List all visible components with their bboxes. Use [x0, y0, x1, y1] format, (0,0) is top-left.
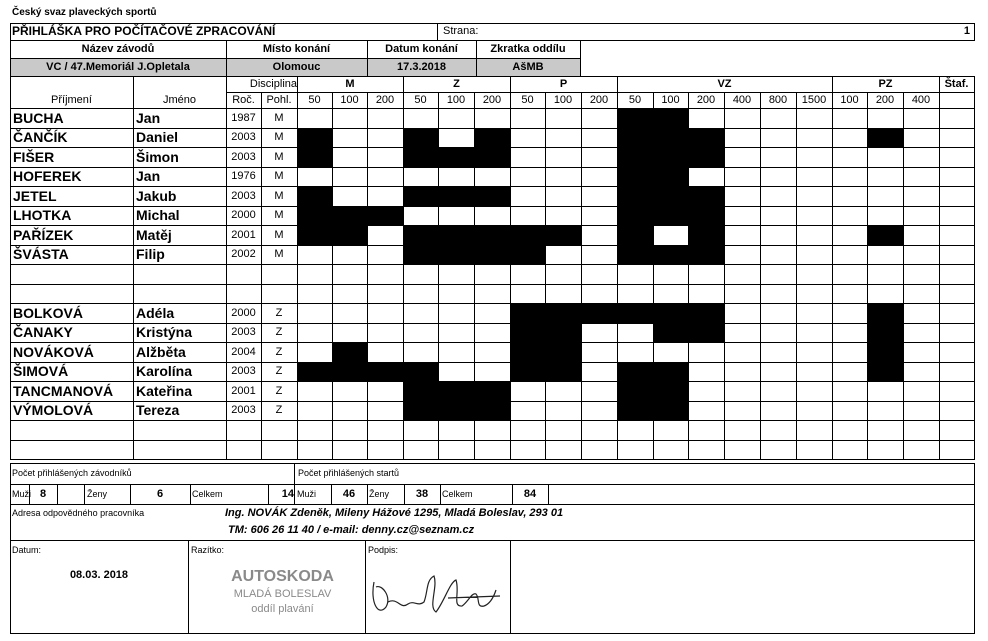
swimmer-year: 1976: [231, 170, 256, 182]
entry-mark: [332, 362, 368, 382]
swimmer-year: 2004: [231, 346, 256, 358]
entry-mark: [474, 147, 511, 168]
entry-mark: [332, 342, 368, 363]
entry-mark: [617, 147, 654, 168]
grid-line: [367, 484, 368, 505]
entry-mark: [545, 362, 582, 382]
swimmer-firstname: Filip: [136, 246, 165, 262]
grid-line: [10, 284, 975, 285]
entry-mark: [617, 108, 654, 129]
comp-total-label: Celkem: [192, 489, 223, 499]
swimmer-surname: TANCMANOVÁ: [13, 383, 114, 399]
grid-line: [581, 92, 582, 460]
entry-mark: [688, 245, 725, 265]
distance-vz-400: 400: [732, 94, 752, 106]
distance-vz-50: 50: [628, 94, 642, 106]
entry-mark: [403, 225, 439, 246]
swimmer-firstname: Kateřina: [136, 383, 193, 399]
entry-mark: [438, 401, 475, 421]
entry-mark: [510, 245, 546, 265]
start-women-value: 38: [415, 488, 429, 500]
swimmer-surname: BOLKOVÁ: [13, 305, 83, 321]
group-vz: VZ: [717, 78, 732, 90]
distance-z-200: 200: [482, 94, 502, 106]
distance-m-200: 200: [375, 94, 395, 106]
club-code: AšMB: [512, 61, 544, 73]
distance-p-50: 50: [521, 94, 534, 106]
entry-mark: [510, 342, 546, 363]
swimmer-sex: Z: [275, 385, 283, 397]
swimmer-sex: M: [274, 112, 284, 124]
entry-mark: [403, 147, 439, 168]
entry-mark: [403, 245, 439, 265]
distance-p-100: 100: [553, 94, 573, 106]
entry-mark: [653, 381, 689, 402]
grid-line: [545, 92, 546, 460]
page-number: 1: [963, 25, 970, 37]
comp-men-label: Muži: [12, 489, 32, 499]
entry-mark: [653, 303, 689, 324]
swimmer-firstname: Alžběta: [136, 344, 186, 360]
entry-mark: [474, 186, 511, 207]
swimmer-firstname: Tereza: [136, 402, 180, 418]
relay-label: Štaf.: [944, 78, 969, 90]
entry-mark: [688, 225, 725, 246]
swimmer-surname: HOFEREK: [13, 168, 82, 184]
entry-mark: [438, 245, 475, 265]
swimmer-surname: JETEL: [13, 188, 57, 204]
entry-mark: [403, 401, 439, 421]
grid-line: [974, 540, 975, 634]
entry-mark: [688, 303, 725, 324]
group-z: Z: [453, 78, 460, 90]
entry-mark: [653, 108, 689, 129]
swimmer-sex: Z: [275, 346, 283, 358]
entry-mark: [867, 342, 904, 363]
distance-z-50: 50: [414, 94, 427, 106]
swimmer-sex: M: [274, 229, 284, 241]
entry-mark: [403, 381, 439, 402]
entry-mark: [367, 206, 404, 226]
entry-mark: [367, 362, 404, 382]
entry-mark: [653, 147, 689, 168]
swimmer-firstname: Jakub: [136, 188, 177, 204]
swimmer-sex: Z: [275, 307, 283, 319]
grid-line: [57, 484, 58, 505]
firstname-label: Jméno: [162, 94, 197, 106]
entry-mark: [688, 206, 725, 226]
swimmer-year: 1987: [231, 112, 256, 124]
comp-women-value: 6: [156, 488, 164, 500]
entry-mark: [617, 225, 654, 246]
entry-mark: [617, 362, 654, 382]
swimmer-firstname: Šimon: [136, 149, 179, 165]
swimmer-year: 2003: [231, 151, 256, 163]
swimmer-year: 2002: [231, 248, 256, 260]
grid-line: [832, 76, 833, 460]
distance-vz-200: 200: [696, 94, 716, 106]
entry-mark: [653, 186, 689, 207]
grid-line: [760, 92, 761, 460]
contact-phone-email: TM: 606 26 11 40 / e-mail: denny.cz@seznam.cz: [228, 524, 475, 536]
entry-mark: [617, 245, 654, 265]
contact-address: Ing. NOVÁK Zdeněk, Mileny Hážové 1295, Mladá Boleslav, 293 01: [225, 507, 564, 519]
distance-vz-100: 100: [661, 94, 680, 106]
grid-line: [974, 23, 975, 41]
grid-line: [939, 76, 940, 460]
grid-line: [10, 23, 11, 41]
swimmer-sex: M: [274, 131, 284, 143]
entry-mark: [474, 225, 511, 246]
grid-line: [580, 40, 581, 77]
entry-mark: [545, 303, 582, 324]
swimmer-year: 2000: [231, 307, 256, 319]
swimmer-year: 2003: [231, 365, 256, 377]
entry-mark: [545, 342, 582, 363]
entry-mark: [688, 147, 725, 168]
grid-line: [365, 540, 366, 634]
start-men-label: Muži: [297, 489, 317, 499]
entry-mark: [510, 362, 546, 382]
start-women-label: Ženy: [369, 489, 390, 499]
entry-mark: [474, 128, 511, 148]
start-total-value: 84: [523, 488, 537, 500]
org-name: Český svaz plaveckých sportů: [12, 7, 157, 18]
grid-line: [188, 540, 189, 634]
race-date: 17.3.2018: [397, 61, 446, 73]
entry-mark: [617, 206, 654, 226]
grid-line: [10, 440, 975, 441]
swimmer-firstname: Daniel: [136, 129, 179, 145]
stamp-label: Razítko:: [191, 545, 225, 555]
entry-mark: [332, 225, 368, 246]
venue: Olomouc: [272, 61, 321, 73]
grid-line: [510, 540, 511, 634]
swimmer-firstname: Kristýna: [136, 324, 193, 340]
date-label: Datum konání: [385, 43, 458, 55]
group-pz: PZ: [878, 78, 893, 90]
swimmer-year: 2001: [231, 385, 256, 397]
grid-line: [367, 92, 368, 460]
start-men-value: 46: [342, 488, 356, 500]
swimmer-surname: ŠIMOVÁ: [13, 363, 69, 379]
entry-mark: [510, 225, 546, 246]
entry-mark: [617, 381, 654, 402]
grid-line: [437, 23, 438, 41]
distance-m-50: 50: [308, 94, 321, 106]
swimmer-surname: LHOTKA: [13, 207, 72, 223]
group-m: M: [345, 78, 355, 90]
comp-women-label: Ženy: [87, 489, 108, 499]
year-label: Roč.: [232, 94, 255, 106]
swimmer-sex: M: [274, 151, 284, 163]
entry-mark: [297, 147, 333, 168]
entry-mark: [653, 245, 689, 265]
entry-mark: [332, 206, 368, 226]
swimmer-surname: ČANAKY: [13, 324, 73, 340]
entry-mark: [688, 323, 725, 343]
group-p: P: [559, 78, 568, 90]
grid-line: [796, 92, 797, 460]
distance-vz-800: 800: [768, 94, 788, 106]
entry-mark: [653, 401, 689, 421]
entry-mark: [297, 362, 333, 382]
entry-mark: [438, 186, 475, 207]
swimmer-year: 2003: [231, 190, 256, 202]
starts-label: Počet přihlášených startů: [298, 468, 400, 478]
entry-mark: [474, 245, 511, 265]
form-title: PŘIHLÁŠKA PRO POČÍTAČOVÉ ZPRACOVÁNÍ: [12, 24, 276, 38]
entry-mark: [297, 225, 333, 246]
comp-total-value: 14: [281, 488, 294, 500]
grid-line: [440, 484, 441, 505]
distance-pz-200: 200: [875, 94, 895, 106]
grid-line: [190, 484, 191, 505]
signature-image: [368, 562, 508, 622]
distance-m-100: 100: [340, 94, 359, 106]
entry-mark: [653, 167, 689, 187]
grid-line: [10, 484, 11, 505]
entry-mark: [510, 323, 546, 343]
swimmer-firstname: Michal: [136, 207, 180, 223]
entry-mark: [297, 206, 333, 226]
distance-pz-100: 100: [840, 94, 859, 106]
stamp-line-3: oddíl plavání: [251, 603, 314, 615]
grid-line: [974, 463, 975, 505]
swimmer-surname: NOVÁKOVÁ: [13, 344, 94, 360]
signature-label: Podpis:: [368, 545, 399, 555]
grid-line: [294, 484, 295, 505]
entry-mark: [403, 186, 439, 207]
entry-mark: [653, 362, 689, 382]
swimmer-surname: ČANČÍK: [13, 129, 68, 145]
date-label-footer: Datum:: [12, 545, 42, 555]
grid-line: [974, 76, 975, 460]
swimmer-firstname: Jan: [136, 168, 161, 184]
entry-mark: [438, 381, 475, 402]
swimmer-firstname: Adéla: [136, 305, 175, 321]
swimmer-year: 2003: [231, 326, 256, 338]
entry-mark: [297, 128, 333, 148]
entry-mark: [438, 147, 475, 168]
swimmer-year: 2003: [231, 131, 256, 143]
competitors-label: Počet přihlášených závodníků: [12, 468, 132, 478]
grid-line: [10, 540, 11, 634]
distance-pz-400: 400: [911, 94, 931, 106]
entry-mark: [617, 303, 654, 324]
grid-line: [10, 540, 975, 541]
distance-z-100: 100: [446, 94, 466, 106]
entry-mark: [653, 323, 689, 343]
stamp-line-2: MLADÁ BOLESLAV: [233, 588, 332, 600]
swimmer-sex: Z: [275, 326, 283, 338]
race-name-label: Název závodů: [81, 43, 155, 55]
swimmer-sex: Z: [275, 365, 283, 377]
entry-mark: [474, 401, 511, 421]
venue-label: Místo konání: [262, 43, 331, 55]
grid-line: [548, 484, 549, 505]
entry-mark: [403, 362, 439, 382]
entry-mark: [474, 381, 511, 402]
disciplina-label: Disciplina: [249, 78, 297, 90]
entry-mark: [867, 128, 904, 148]
swimmer-surname: FIŠER: [13, 149, 55, 165]
distance-vz-1500: 1500: [801, 94, 827, 106]
swimmer-surname: BUCHA: [13, 110, 64, 126]
distance-p-200: 200: [589, 94, 609, 106]
entry-mark: [617, 128, 654, 148]
signing-date: 08.03. 2018: [69, 569, 129, 581]
entry-mark: [688, 186, 725, 207]
entry-mark: [867, 323, 904, 343]
page-label: Strana:: [443, 25, 479, 37]
contact-label: Adresa odpovědného pracovníka: [12, 508, 145, 518]
race-name: VC / 47.Memoriál J.Opletala: [46, 61, 190, 73]
grid-line: [10, 459, 975, 460]
stamp-line-1: AUTOSKODA: [231, 568, 334, 585]
swimmer-surname: VÝMOLOVÁ: [13, 402, 94, 418]
swimmer-firstname: Jan: [136, 110, 161, 126]
swimmer-sex: M: [274, 209, 284, 221]
entry-mark: [403, 128, 439, 148]
grid-line: [84, 484, 85, 505]
sex-label: Pohl.: [266, 94, 292, 106]
swimmer-surname: ŠVÁSTA: [13, 246, 69, 262]
entry-mark: [867, 303, 904, 324]
entry-mark: [545, 225, 582, 246]
comp-men-value: 8: [39, 488, 47, 500]
swimmer-firstname: Karolína: [136, 363, 193, 379]
grid-line: [10, 504, 11, 541]
entry-mark: [653, 206, 689, 226]
surname-label: Příjmení: [51, 94, 92, 106]
entry-mark: [510, 303, 546, 324]
entry-mark: [297, 186, 333, 207]
grid-line: [974, 504, 975, 541]
swimmer-sex: Z: [275, 404, 283, 416]
swimmer-year: 2003: [231, 404, 256, 416]
entry-mark: [617, 401, 654, 421]
swimmer-year: 2001: [231, 229, 256, 241]
entry-mark: [867, 362, 904, 382]
entry-mark: [617, 186, 654, 207]
swimmer-sex: M: [274, 190, 284, 202]
grid-line: [10, 633, 975, 634]
swimmer-sex: M: [274, 248, 284, 260]
swimmer-sex: M: [274, 170, 284, 182]
entry-mark: [617, 167, 654, 187]
entry-mark: [581, 303, 618, 324]
entry-mark: [545, 323, 582, 343]
swimmer-surname: PAŘÍZEK: [13, 227, 74, 243]
swimmer-firstname: Matěj: [136, 227, 172, 243]
start-total-label: Celkem: [442, 489, 473, 499]
entry-mark: [653, 128, 689, 148]
club-label: Zkratka oddílu: [490, 43, 566, 55]
entry-mark: [867, 225, 904, 246]
entry-mark: [688, 128, 725, 148]
entry-mark: [438, 225, 475, 246]
swimmer-year: 2000: [231, 209, 256, 221]
